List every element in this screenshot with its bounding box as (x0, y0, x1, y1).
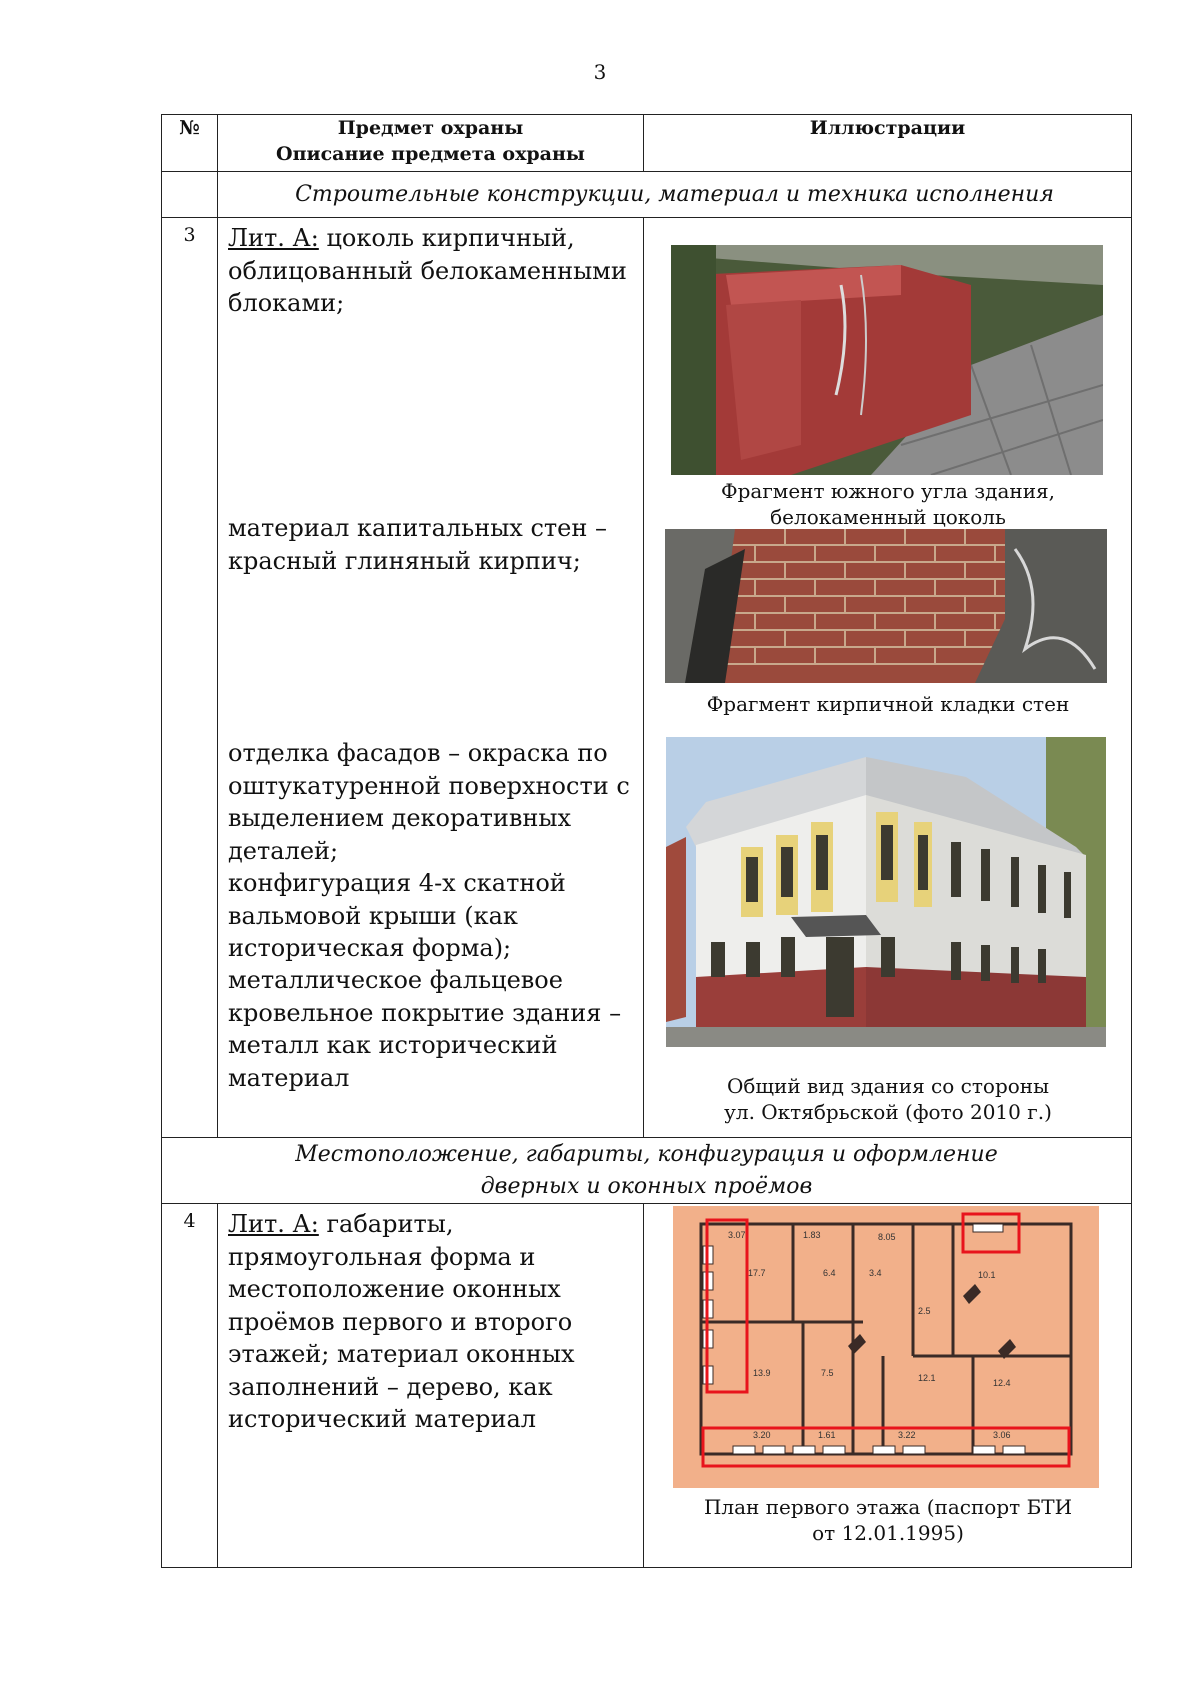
lit-a-label: Лит. А: (228, 224, 319, 252)
table-row-3 (162, 218, 1132, 1138)
section-openings-line1: Местоположение, габариты, конфигурация и оформление (295, 1141, 998, 1167)
row-3-text-5: металлическое фальцевое кровельное покрытие здания – металл как исторический материал (228, 966, 622, 1092)
row-3-text-2: материал капитальных стен – красный глиняный кирпич; (228, 514, 608, 575)
row-3-text-1 (228, 222, 638, 320)
plan-label-r16: 3.06 (993, 1430, 1011, 1440)
plan-label-r15: 3.22 (898, 1430, 916, 1440)
row-4-description (218, 1204, 644, 1568)
caption-plinth-corner (644, 478, 1132, 530)
plan-label-r11: 12.1 (918, 1373, 936, 1383)
section-title-constructions: Строительные конструкции, материал и техника исполнения (218, 172, 1132, 218)
photo-building-view (666, 737, 1106, 1047)
row-4-text-1 (228, 1208, 638, 1436)
caption-plan-line2: от 12.01.1995) (812, 1521, 964, 1545)
plan-label-r3: 8.05 (878, 1232, 896, 1242)
plan-label-r14: 1.61 (818, 1430, 836, 1440)
header-description (218, 115, 644, 172)
row-number-4: 4 (162, 1204, 218, 1568)
table-row-4 (162, 1204, 1132, 1568)
caption-floor-plan (644, 1494, 1132, 1546)
plan-label-r8: 2.5 (918, 1306, 931, 1316)
photo-plinth-corner (671, 245, 1103, 475)
photo-brickwork (665, 529, 1107, 683)
row-3-description (218, 218, 644, 1138)
caption-plinth-line1: Фрагмент южного угла здания, (720, 479, 1056, 503)
plan-label-r13: 3.20 (753, 1430, 771, 1440)
header-desc-line2: Описание предмета охраны (276, 143, 585, 165)
section-openings-line2: дверных и оконных проёмов (480, 1173, 813, 1199)
row-3-text-1-body: цоколь кирпичный, облицованный белокаменными блоками; (228, 224, 627, 317)
section-row-constructions (162, 172, 1132, 218)
plan-label-r5: 6.4 (823, 1268, 836, 1278)
row-4-text-1-body: габариты, прямоугольная форма и местоположение оконных проёмов первого и второго этажей; материал оконных заполнений – дерево, как исторический материал (228, 1210, 575, 1433)
floor-plan-image (673, 1206, 1099, 1488)
plan-label-r9: 13.9 (753, 1368, 771, 1378)
caption-plinth-line2: белокаменный цоколь (770, 505, 1006, 529)
plan-label-r10: 7.5 (821, 1368, 834, 1378)
header-desc-line1: Предмет охраны (337, 117, 524, 139)
plan-label-r6: 3.4 (869, 1268, 882, 1278)
row-3-text-4: конфигурация 4-х скатной вальмовой крыши (как историческая форма); (228, 869, 566, 962)
plan-label-r12: 12.4 (993, 1378, 1011, 1388)
row-3-text-3: отделка фасадов – окраска по оштукатуренной поверхности с выделением декоративных деталей; (228, 739, 630, 865)
plan-label-r1: 3.07 (728, 1230, 746, 1240)
protection-table (161, 114, 1132, 1568)
row-3-illustrations (644, 218, 1132, 1138)
caption-brickwork: Фрагмент кирпичной кладки стен (706, 692, 1070, 716)
section-row-openings (162, 1138, 1132, 1204)
section-title-openings (162, 1138, 1132, 1204)
row-4-illustrations (644, 1204, 1132, 1568)
caption-plan-line1: План первого этажа (паспорт БТИ (703, 1495, 1073, 1519)
caption-building-view (644, 1073, 1132, 1125)
lit-a-label-row4: Лит. А: (228, 1210, 319, 1238)
caption-building-line2: ул. Октябрьской (фото 2010 г.) (724, 1100, 1052, 1124)
page-number: 3 (593, 60, 607, 84)
row-number-3: 3 (162, 218, 218, 1138)
plan-label-r2: 1.83 (803, 1230, 821, 1240)
plan-label-r7: 10.1 (978, 1270, 996, 1280)
header-illustrations: Иллюстрации (644, 115, 1132, 172)
header-number: № (162, 115, 218, 172)
plan-label-r4: 17.7 (748, 1268, 766, 1278)
caption-building-line1: Общий вид здания со стороны (726, 1074, 1050, 1098)
table-header (162, 115, 1132, 172)
